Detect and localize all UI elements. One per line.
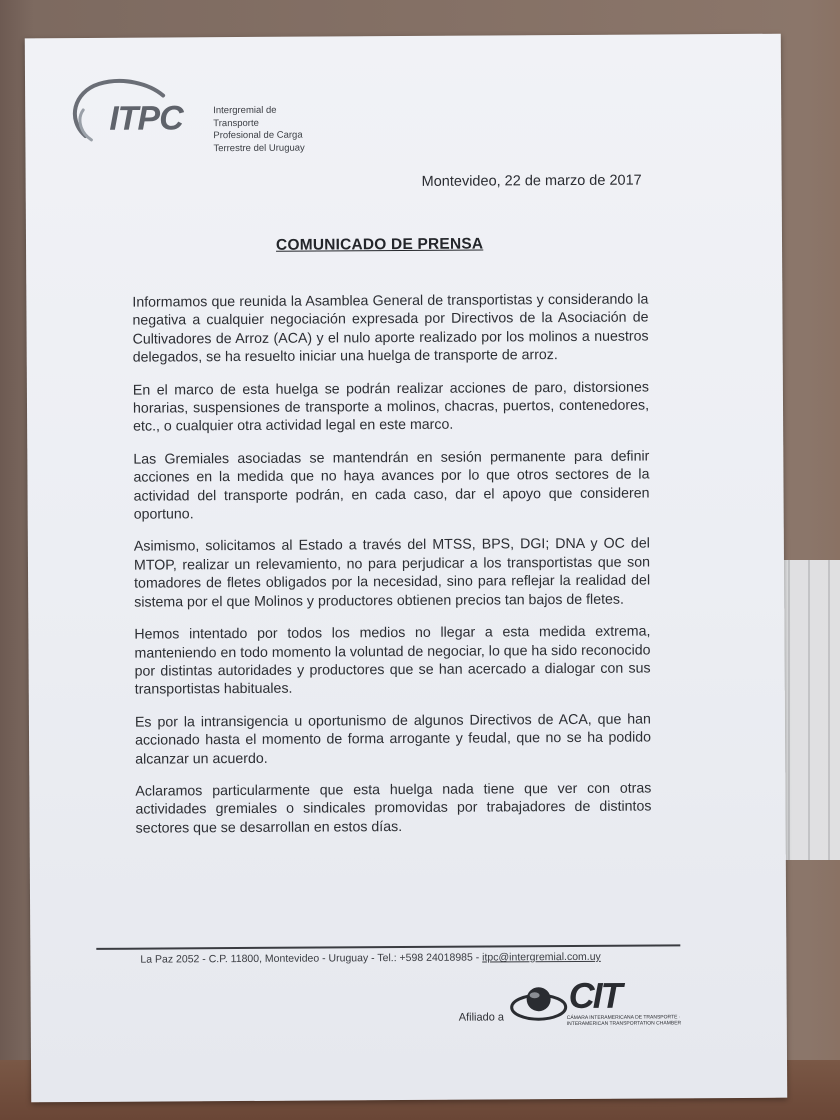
address-text: La Paz 2052 - C.P. 11800, Montevideo - Uruguay - Tel.: +598 24018985 - bbox=[140, 951, 483, 966]
paragraph: Hemos intentado por todos los medios no llegar a esta medida extrema, manteniendo en todo momento la voluntad de negociar, lo que ha sido reconocido por distintas autoridades y productores que se han acercado a dialogar con sus transportistas habituales. bbox=[134, 623, 651, 698]
document-date: Montevideo, 22 de marzo de 2017 bbox=[421, 172, 642, 190]
document-body bbox=[132, 291, 651, 852]
paragraph: Es por la intransigencia u oportunismo de algunos Directivos de ACA, que han accionado hasta el momento de forma arrogante y feudal, que no se ha podido alcanzar un acuerdo. bbox=[134, 711, 652, 768]
logo-line: Profesional de Carga bbox=[213, 129, 303, 142]
paragraph: Aclaramos particularmente que esta huelga nada tiene que ver con otras actividades gremiales o sindicales promovidas por trabajadores de distintos sectores que se desarrollan en estos días. bbox=[135, 780, 652, 837]
footer-divider bbox=[96, 944, 680, 950]
email-link[interactable]: itpc@intergremial.com.uy bbox=[482, 950, 601, 964]
cit-subtitle: CÁMARA INTERAMERICANA DE TRANSPORTE · INTERAMERICAN TRANSPORTATION CHAMBER bbox=[566, 1014, 682, 1028]
itpc-logo bbox=[65, 73, 305, 154]
logo-line: Terrestre del Uruguay bbox=[213, 142, 305, 154]
paragraph: Las Gremiales asociadas se mantendrán en sesión permanente para definir acciones en la medida que no haya avances por lo que otros sectores de la actividad del transporte podrán, en cada caso, dar el apoyo que consideren oportuno. bbox=[133, 448, 650, 523]
logo-subtitle bbox=[213, 105, 305, 156]
document-title: COMUNICADO DE PRENSA bbox=[275, 235, 484, 254]
paragraph: En el marco de esta huelga se podrán realizar acciones de paro, distorsiones horarias, suspensiones de transporte a molinos, chacras, puertos, contenedores, etc., o cualquier otra actividad legal en este marco. bbox=[132, 379, 650, 436]
cit-brand: CIT bbox=[568, 974, 621, 1017]
press-release-page bbox=[25, 34, 787, 1103]
globe-icon bbox=[508, 975, 568, 1035]
cit-logo bbox=[508, 974, 688, 1035]
affiliate-label: Afiliado a bbox=[458, 1011, 505, 1024]
paragraph: Informamos que reunida la Asamblea General de transportistas y considerando la negativa a cualquier negociación expresada por Directivos de la Asociación de Cultivadores de Arroz (ACA) y el nulo aporte realizado por los molinos a nuestros delegados, se ha resuelto iniciar una huelga de transporte de arroz. bbox=[132, 291, 649, 366]
logo-brand: ITPC bbox=[109, 99, 183, 138]
paragraph: Asimismo, solicitamos al Estado a través del MTSS, BPS, DGI; DNA y OC del MTOP, realizar un relevamiento, no para perjudicar a los transportistas que son tomadores de fletes obligados por la necesidad, sino para reflejar la realidad del sistema por el que Molinos y productores obtienen precios tan bajos de fletes. bbox=[133, 535, 651, 611]
footer-address bbox=[140, 951, 600, 966]
logo-line: Intergremial de Transporte bbox=[213, 104, 277, 129]
